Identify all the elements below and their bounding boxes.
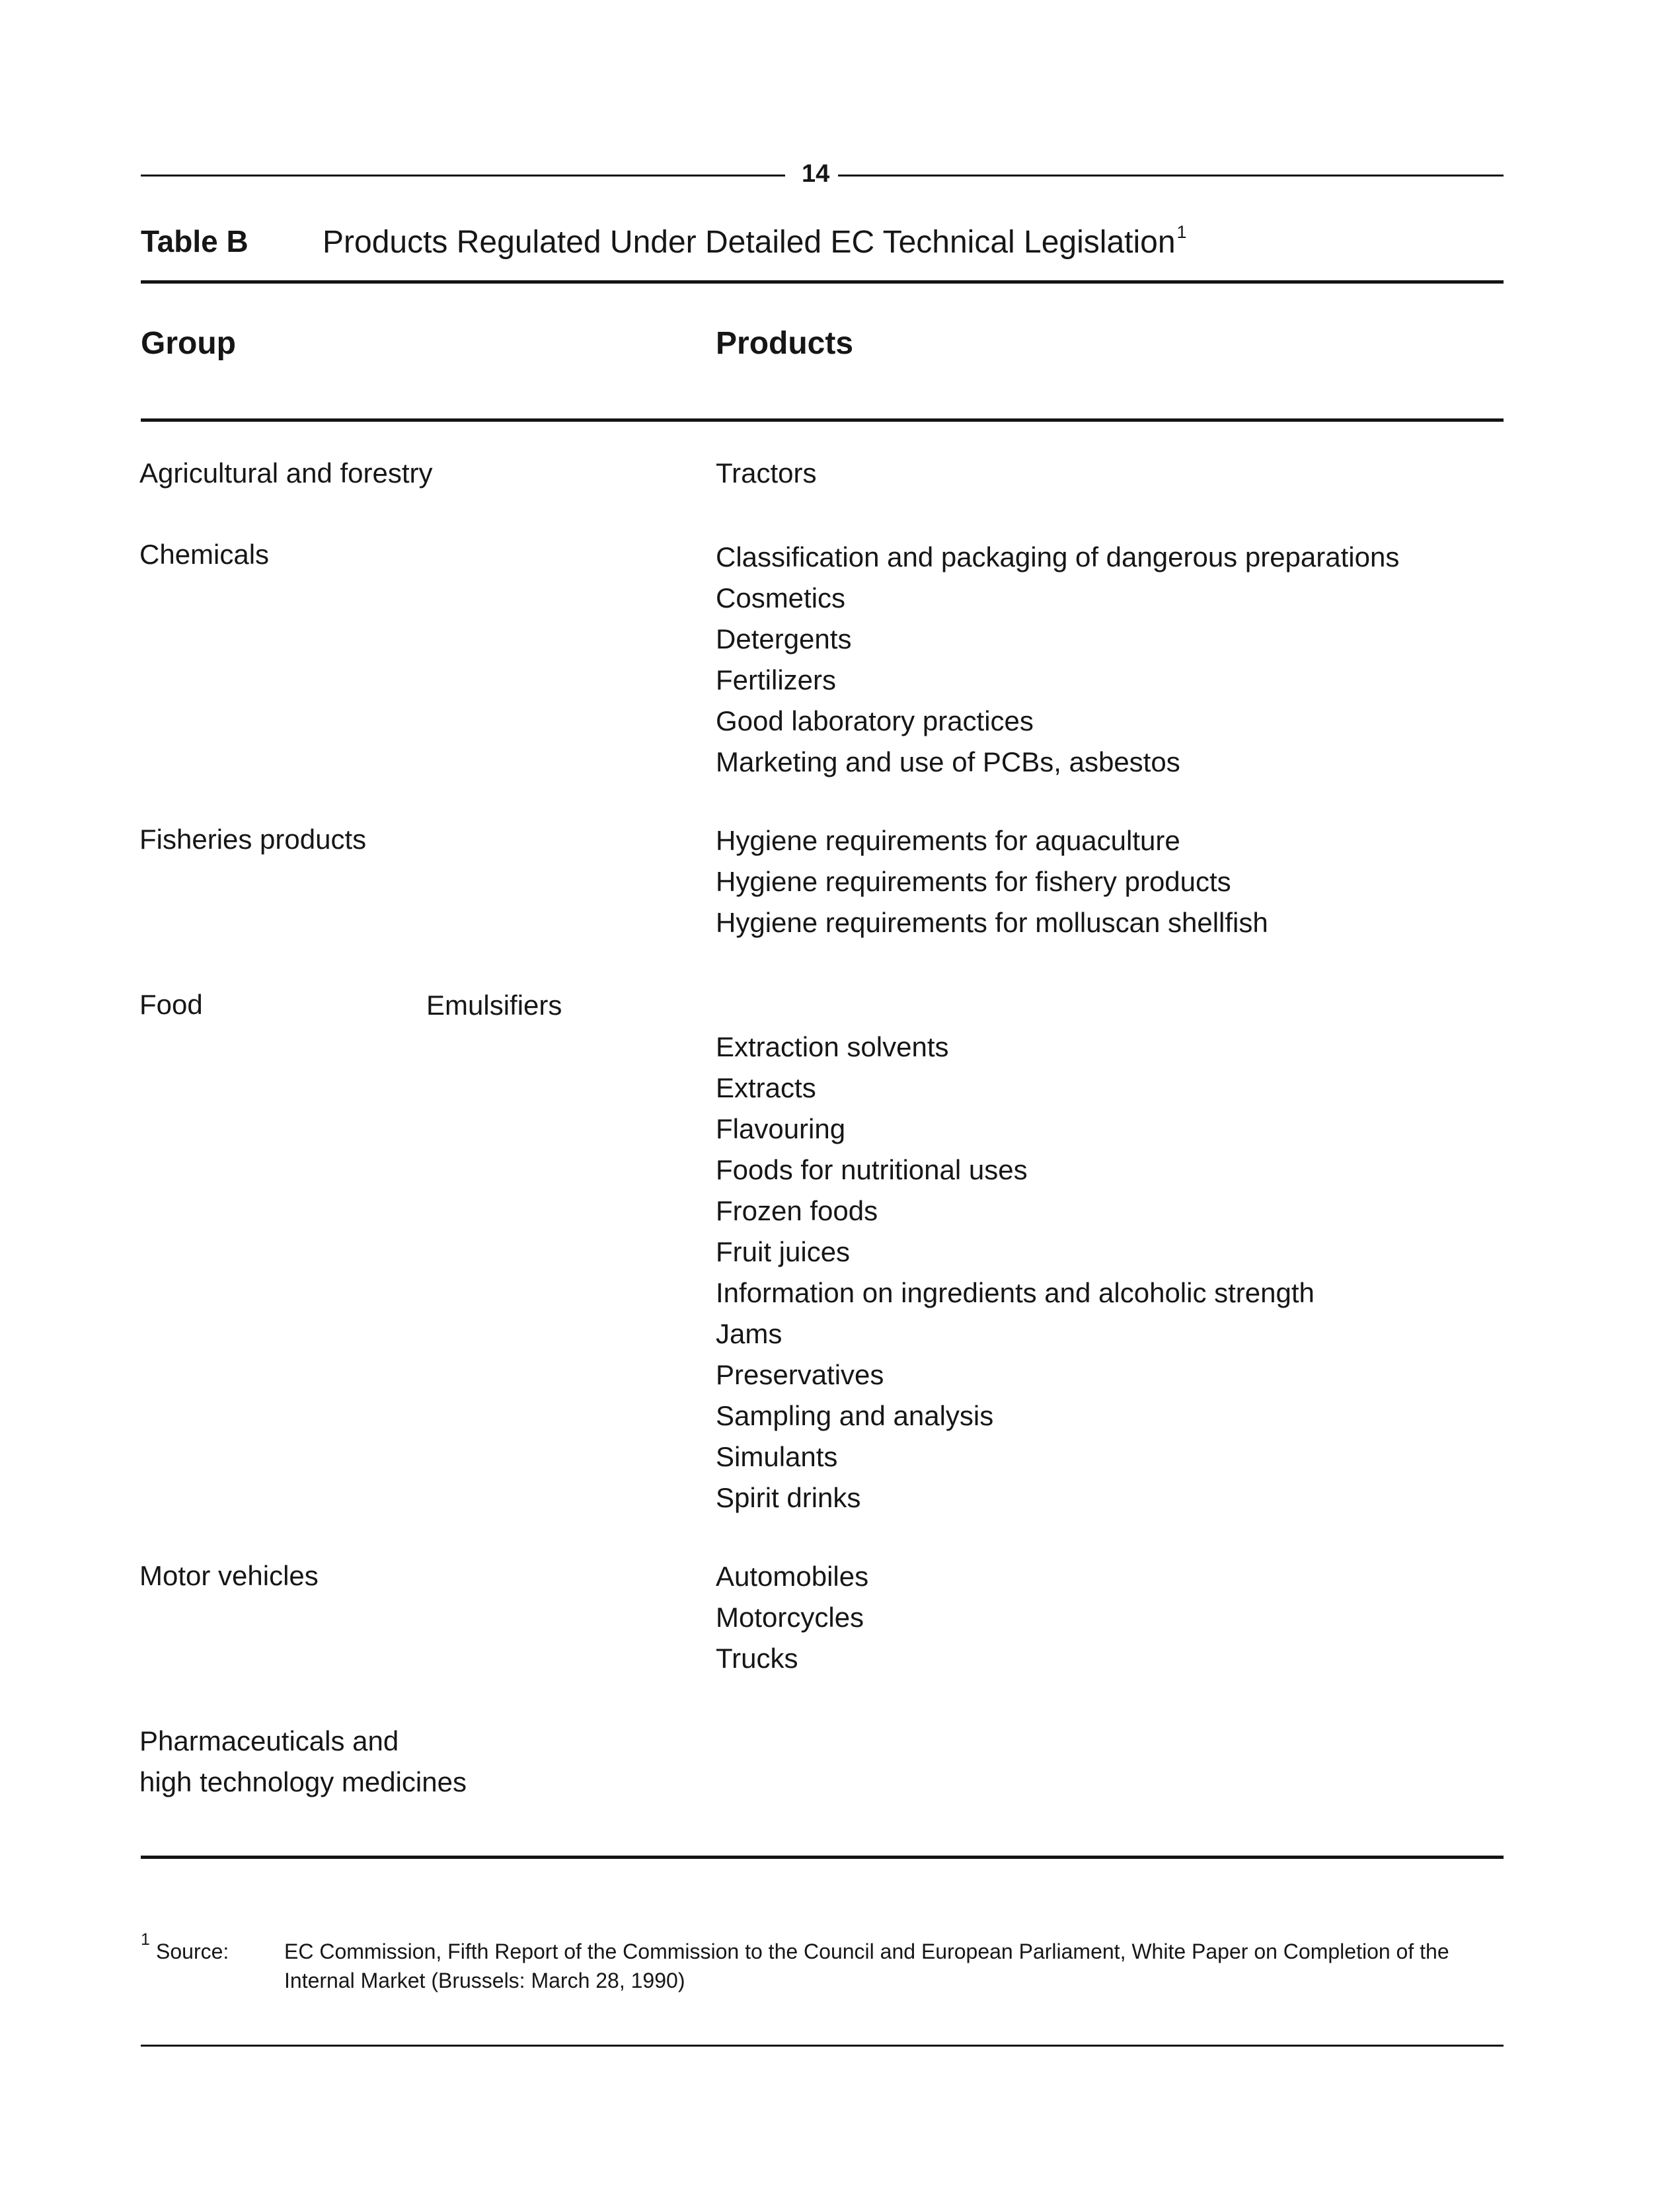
product-item: Simulants (716, 1441, 838, 1472)
product-item: Jams (716, 1318, 783, 1349)
product-item: Spirit drinks (716, 1482, 861, 1513)
product-item: Marketing and use of PCBs, asbestos (716, 746, 1180, 777)
product-item: Fruit juices (716, 1236, 851, 1267)
page-number-rule-right (838, 175, 1504, 177)
product-item: Flavouring (716, 1113, 846, 1144)
footnote-label: Source: (156, 1940, 229, 1963)
product-item: Good laboratory practices (716, 705, 1034, 736)
product-item: Frozen foods (716, 1195, 878, 1226)
table-title-text: Products Regulated Under Detailed EC Technical Legislation (323, 225, 1176, 260)
products-list (716, 537, 1399, 783)
product-item-inline: Emulsifiers (426, 990, 562, 1021)
products-list (716, 820, 1268, 943)
products-list (716, 1556, 868, 1679)
products-list (716, 1027, 1315, 1518)
group-cell: Food (139, 989, 203, 1020)
product-item: Trucks (716, 1643, 798, 1674)
product-item: Information on ingredients and alcoholic strength (716, 1277, 1315, 1308)
product-item: Motorcycles (716, 1602, 864, 1633)
group-cell: Agricultural and forestry (139, 457, 433, 489)
products-list (716, 453, 816, 494)
group-cell-line: high technology medicines (139, 1766, 467, 1797)
table-bottom-rule (141, 1856, 1504, 1859)
table-title-footnote-mark: 1 (1176, 222, 1187, 242)
group-cell-line: Pharmaceuticals and (139, 1725, 399, 1756)
footnote-bottom-rule (141, 2045, 1504, 2047)
product-item: Sampling and analysis (716, 1400, 994, 1431)
footnote-text: EC Commission, Fifth Report of the Commission to the Council and European Parliament, White Paper on Completion of the Internal Market (Brussels: March 28, 1990) (284, 1940, 1449, 1992)
products-column-header: Products (716, 326, 854, 361)
group-cell (139, 1721, 467, 1803)
page-number: 14 (802, 160, 830, 188)
product-item: Automobiles (716, 1561, 869, 1592)
footnote-mark: 1 (141, 1930, 150, 1949)
group-cell: Motor vehicles (139, 1560, 319, 1591)
product-item: Preservatives (716, 1359, 884, 1390)
header-rule (141, 418, 1504, 422)
group-cell: Chemicals (139, 539, 270, 570)
product-item: Hygiene requirements for fishery products (716, 866, 1231, 897)
product-item: Extraction solvents (716, 1031, 949, 1062)
page-number-rule-left (141, 175, 785, 177)
product-item: Classification and packaging of dangerous preparations (716, 541, 1400, 572)
product-item: Hygiene requirements for molluscan shellfish (716, 907, 1268, 938)
product-item: Fertilizers (716, 664, 837, 695)
product-item: Detergents (716, 623, 852, 654)
product-item: Cosmetics (716, 582, 846, 613)
product-item: Hygiene requirements for aquaculture (716, 825, 1180, 856)
product-item: Foods for nutritional uses (716, 1154, 1028, 1185)
group-cell: Fisheries products (139, 824, 367, 855)
table-title (323, 222, 1187, 260)
product-item: Extracts (716, 1072, 816, 1103)
caption-rule (141, 280, 1504, 284)
product-item: Tractors (716, 457, 817, 489)
group-column-header: Group (141, 326, 236, 361)
table-label: Table B (141, 224, 248, 258)
